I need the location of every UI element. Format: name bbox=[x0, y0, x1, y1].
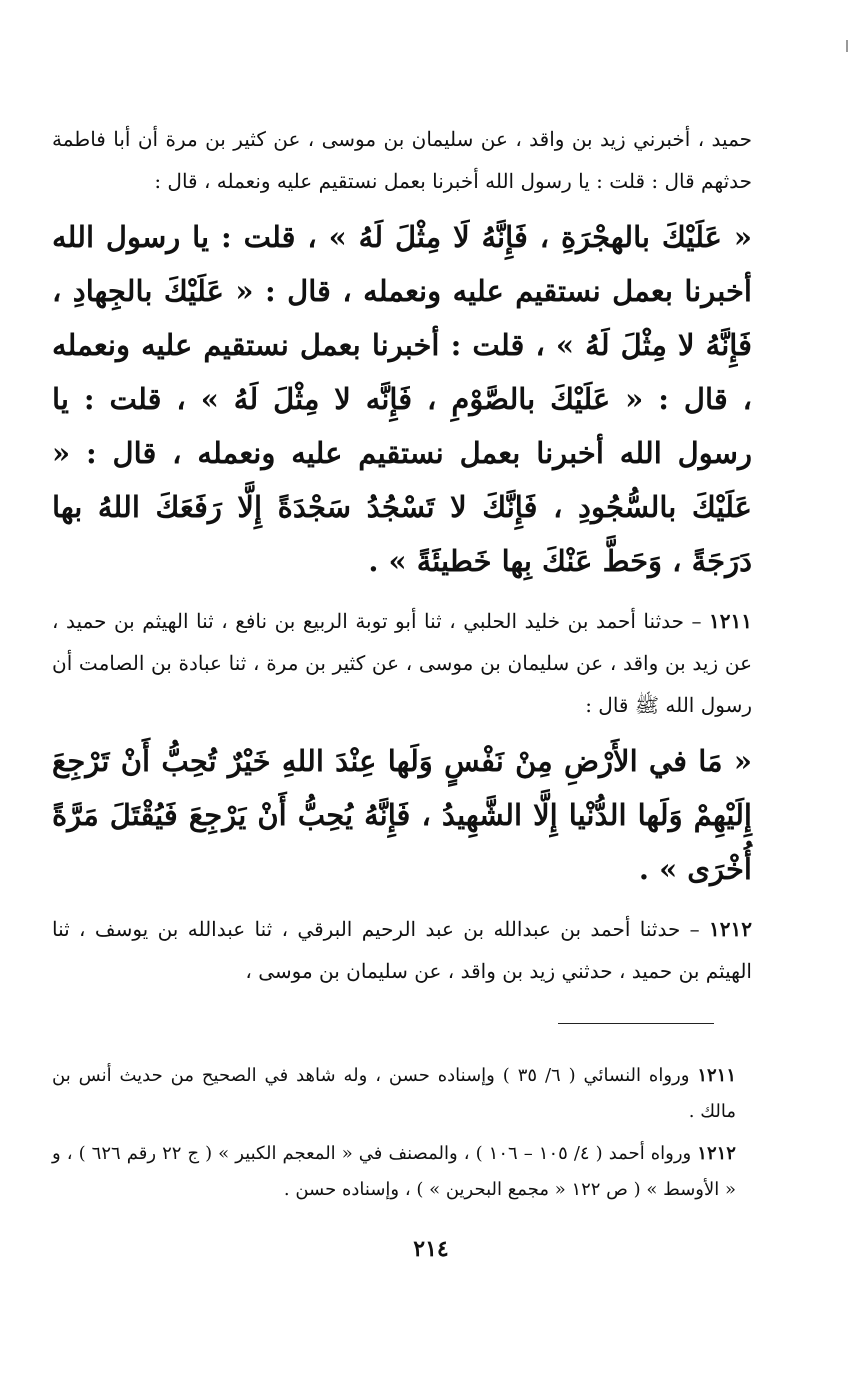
footnote-text-1212: ورواه أحمد ( ٤/ ١٠٥ – ١٠٦ ) ، والمصنف في « المعجم الكبير » ( ج ٢٢ رقم ٦٢٦ ) ، و « الأوسط » ( ص ١٢٢ « مجمع البحرين » ) ، وإسناده حسن . bbox=[52, 1143, 736, 1200]
hadith-number-1212: ١٢١٢ bbox=[709, 917, 752, 941]
footnote-number-1211: ١٢١١ bbox=[697, 1065, 736, 1086]
page-body bbox=[52, 118, 752, 992]
footnote-1212 bbox=[52, 1136, 736, 1208]
hadith-1211-chain bbox=[52, 600, 752, 726]
footnote-number-1212: ١٢١٢ bbox=[697, 1143, 736, 1164]
hadith-1212-isnad: – حدثنا أحمد بن عبدالله بن عبد الرحيم البرقي ، ثنا عبدالله بن يوسف ، ثنا الهيثم بن حميد ، حدثني زيد بن واقد ، عن سليمان بن موسى ، bbox=[52, 917, 752, 983]
footnote-separator bbox=[558, 1023, 714, 1024]
narration-continuation: حميد ، أخبرني زيد بن واقد ، عن سليمان بن موسى ، عن كثير بن مرة أن أبا فاطمة حدثهم قال : قلت : يا رسول الله أخبرنا بعمل نستقيم عليه ونعمله ، قال : bbox=[52, 127, 752, 193]
hadith-1212-chain bbox=[52, 908, 752, 992]
page-number: ٢١٤ bbox=[413, 1236, 449, 1262]
hadith-1211-isnad: – حدثنا أحمد بن خليد الحلبي ، ثنا أبو توبة الربيع بن نافع ، ثنا الهيثم بن حميد ، عن زيد بن واقد ، عن سليمان بن موسى ، عن كثير بن مرة ، ثنا عبادة بن الصامت أن رسول الله ﷺ قال : bbox=[52, 609, 752, 717]
footnotes bbox=[52, 1058, 736, 1214]
hadith-number-1211: ١٢١١ bbox=[709, 609, 753, 633]
hadith-text-1210: « عَلَيْكَ بالهجْرَةِ ، فَإِنَّهُ لَا مِثْلَ لَهُ » ، قلت : يا رسول الله أخبرنا بعمل نستقيم عليه ونعمله ، قال : « عَلَيْكَ بالجِهادِ ، فَإِنَّهُ لا مِثْلَ لَهُ » ، قلت : أخبرنا بعمل نستقيم عليه ونعمله ، قال : « عَلَيْكَ بالصَّوْمِ ، فَإِنَّه لا مِثْلَ لَهُ » ، قلت : يا رسول الله أخبرنا بعمل نستقيم عليه ونعمله ، قال : « عَلَيْكَ بالسُّجُودِ ، فَإِنَّكَ لا تَسْجُدُ سَجْدَةً إِلَّا رَفَعَكَ اللهُ بها دَرَجَةً ، وَحَطَّ عَنْكَ بِها خَطيئَةً » . bbox=[52, 220, 752, 578]
scan-margin-mark bbox=[846, 40, 848, 52]
hadith-text-1211: « مَا في الأَرْضِ مِنْ نَفْسٍ وَلَها عِنْدَ اللهِ خَيْرٌ تُحِبُّ أَنْ تَرْجِعَ إِلَيْهِمْ وَلَها الدُّنْيا إِلَّا الشَّهِيدُ ، فَإِنَّهُ يُحِبُّ أَنْ يَرْجِعَ فَيُقْتَلَ مَرَّةً أُخْرَى » . bbox=[52, 744, 752, 886]
footnote-text-1211: ورواه النسائي ( ٦/ ٣٥ ) وإسناده حسن ، وله شاهد في الصحيح من حديث أنس بن مالك . bbox=[52, 1065, 736, 1122]
footnote-1211 bbox=[52, 1058, 736, 1130]
